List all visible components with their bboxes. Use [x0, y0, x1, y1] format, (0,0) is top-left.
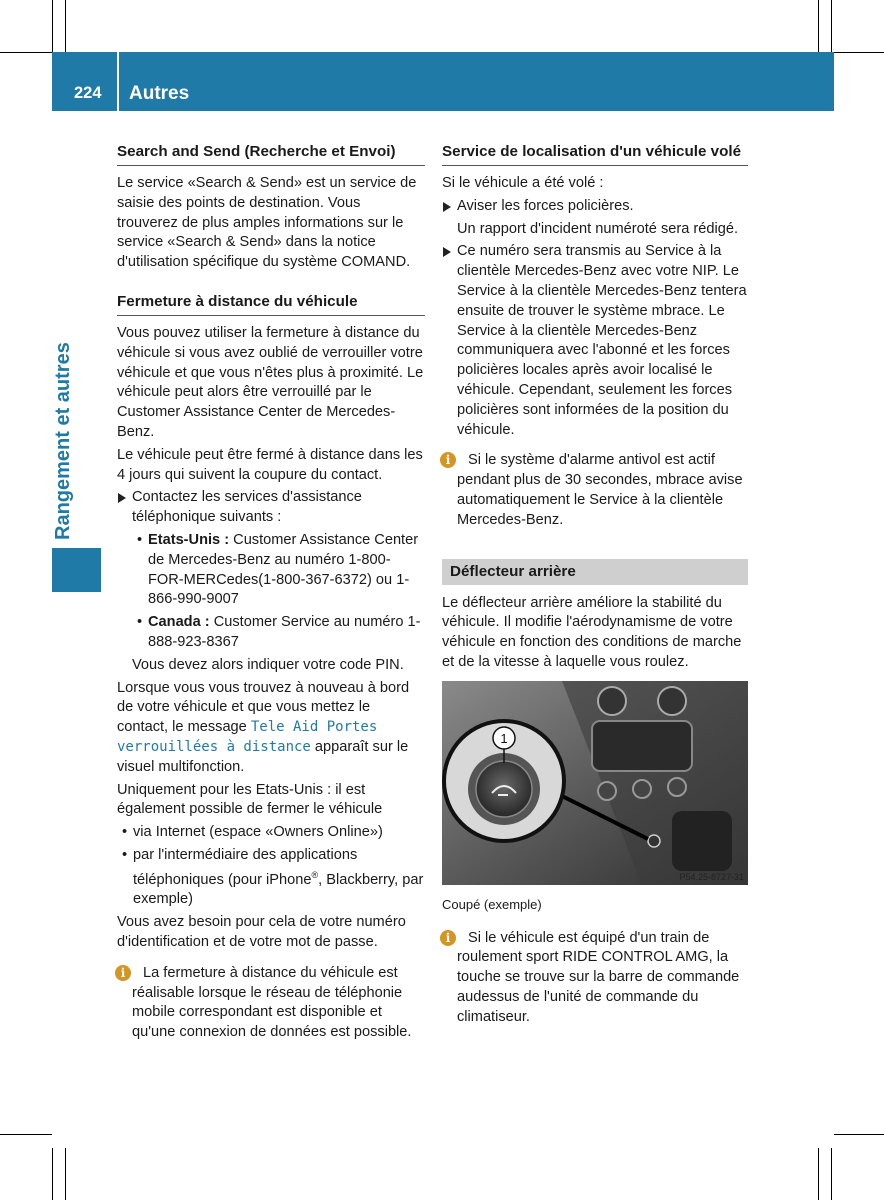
- crop-mark: [818, 1148, 819, 1200]
- crop-mark: [0, 52, 52, 53]
- crop-mark: [834, 52, 884, 53]
- left-column: [117, 142, 425, 1046]
- paragraph: Si le véhicule a été volé :: [442, 175, 604, 191]
- right-column: [442, 142, 748, 1031]
- instruction-step: Contactez les services d'assistance téléphonique suivants :: [117, 488, 425, 528]
- info-note: i Si le véhicule est équipé d'un train de roulement sport RIDE CONTROL AMG, la touche se trouve sur la barre de commande audessus de l'unité de commande du climatiseur.: [442, 929, 748, 1028]
- crop-mark: [831, 1148, 832, 1200]
- section-heading-band: Déflecteur arrière: [442, 559, 748, 585]
- paragraph: Lorsque vous vous trouvez à nouveau à bord de votre véhicule et que vous mettez le contact, le message Tele Aid Portes verrouillées à distance apparaît sur le visuel multifonction.: [117, 679, 410, 775]
- photo-code: P54.25-8727-31: [679, 871, 744, 882]
- photo-illustration: [442, 681, 748, 885]
- info-icon: i: [115, 965, 131, 981]
- section-heading: Search and Send (Recherche et Envoi): [117, 142, 425, 166]
- paragraph: Le déflecteur arrière améliore la stabilité du véhicule. Il modifie l'aérodynamisme de votre véhicule en fonction des conditions de marche et de la vitesse à laquelle vous roulez.: [442, 594, 742, 670]
- paragraph: Vous avez besoin pour cela de votre numéro d'identification et de votre mot de passe.: [117, 914, 406, 950]
- info-note: i Si le système d'alarme antivol est actif pendant plus de 30 secondes, mbrace avise automatiquement le Service à la clientèle Mercedes-Benz.: [442, 451, 748, 530]
- crop-mark: [834, 1134, 884, 1135]
- list-item: • Etats-Unis : Customer Assistance Center de Mercedes-Benz au numéro 1-800-FOR-MERCedes(1-800-367-6372) ou 1-866-990-9007: [117, 531, 425, 610]
- paragraph: Le véhicule peut être fermé à distance dans les 4 jours qui suivent la coupure du contact.: [117, 446, 423, 483]
- photo-callout: 1: [500, 730, 508, 746]
- header-separator: [117, 52, 119, 111]
- section-heading: Service de localisation d'un véhicule volé: [442, 142, 748, 166]
- step-result: Vous devez alors indiquer votre code PIN.: [132, 656, 404, 673]
- us-label: Etats-Unis :: [148, 531, 230, 548]
- list-item: • par l'intermédiaire des applications téléphoniques (pour iPhone®, Blackberry, par exemple): [117, 846, 425, 910]
- list-item: • Canada : Customer Service au numéro 1-888-923-8367: [117, 613, 425, 653]
- instruction-step: Aviser les forces policières.: [442, 197, 748, 217]
- side-tab-label: Rangement et autres: [52, 342, 74, 540]
- chapter-title: Autres: [129, 83, 190, 104]
- photo-caption: Coupé (exemple): [442, 896, 542, 912]
- list-item: • via Internet (espace «Owners Online»): [117, 823, 425, 843]
- section-heading: Fermeture à distance du véhicule: [117, 292, 425, 316]
- step-result: Un rapport d'incident numéroté sera rédigé.: [457, 220, 739, 237]
- crop-mark: [52, 1148, 53, 1200]
- page-number: 224: [74, 84, 102, 102]
- crop-mark: [831, 0, 832, 52]
- info-icon: i: [440, 452, 456, 468]
- info-icon: i: [440, 930, 456, 946]
- crop-mark: [52, 0, 53, 52]
- paragraph: Vous pouvez utiliser la fermeture à distance du véhicule si vous avez oublié de verrouiller votre véhicule et que vous n'êtes plus à proximité. Le véhicule peut alors être verrouillé par le Customer Assistance Center de Mercedes-Benz.: [117, 324, 424, 440]
- info-note: i La fermeture à distance du véhicule est réalisable lorsque le réseau de téléphonie mobile correspondant est disponible et qu'une connexion de données est possible.: [117, 964, 425, 1043]
- instruction-step: Ce numéro sera transmis au Service à la clientèle Mercedes-Benz avec votre NIP. Le Service à la clientèle Mercedes-Benz tentera ensuite de trouver le système mbrace. Le Service à la clientèle Mercedes-Benz communiquera avec l'abonné et les forces policières locales après avoir localisé le véhicule. Cependant, seulement les forces policières sont informées de la position du véhicule.: [442, 242, 748, 440]
- paragraph: Uniquement pour les Etats-Unis : il est également possible de fermer le véhicule: [117, 781, 383, 818]
- crop-mark: [0, 1134, 52, 1135]
- crop-mark: [65, 1148, 66, 1200]
- canada-label: Canada :: [148, 614, 210, 631]
- display-message: Tele Aid Portes verrouillées à distance: [117, 719, 378, 755]
- vehicle-photo: [442, 681, 748, 885]
- crop-mark: [65, 0, 66, 52]
- crop-mark: [818, 0, 819, 52]
- paragraph: Le service «Search & Send» est un service de saisie des points de destination. Vous trouverez de plus amples informations sur le service «Search & Send» dans la notice d'utilisation spécifique du système COMAND.: [117, 175, 417, 271]
- side-tab-marker: [52, 548, 101, 592]
